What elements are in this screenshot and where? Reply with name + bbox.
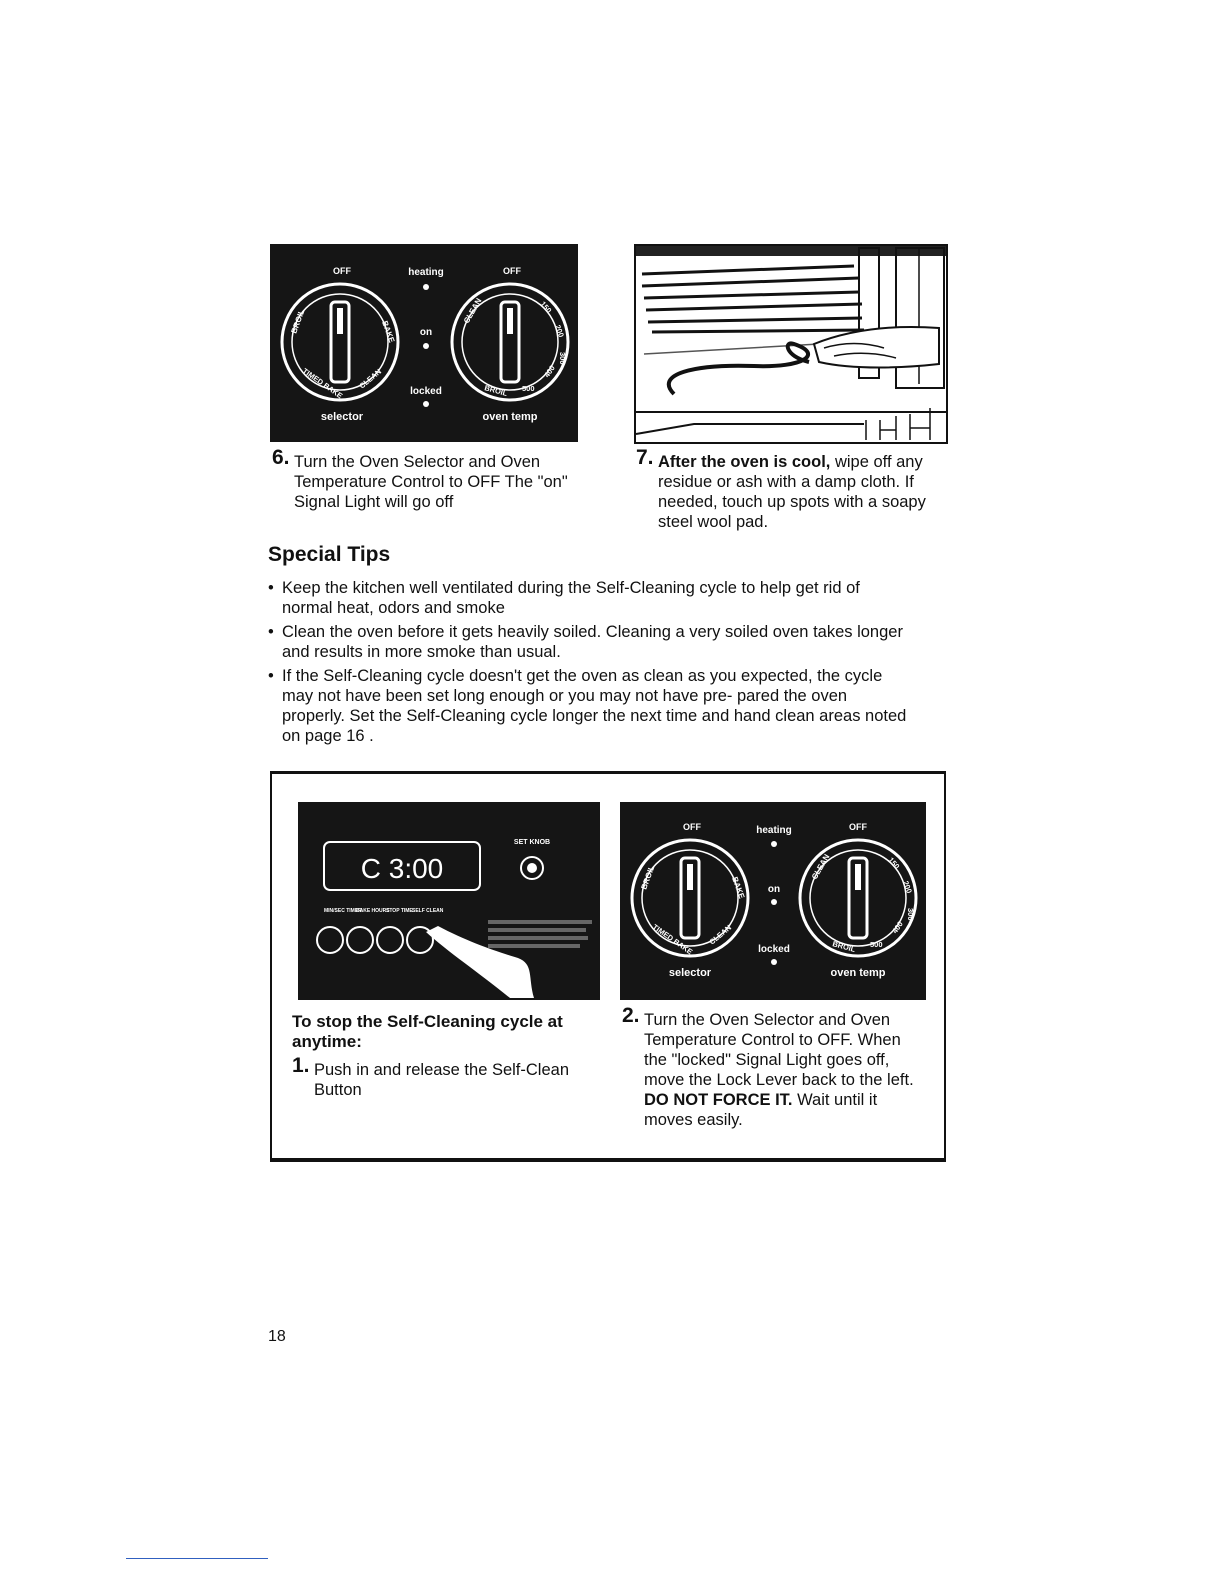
step-6-number: 6. (272, 446, 290, 469)
dial-broil: BROIL (639, 864, 657, 891)
dial-bake: BAKE (380, 319, 397, 344)
oven-wipe-illustration (634, 244, 948, 444)
heating-light (423, 284, 429, 290)
stop-cleaning-title: To stop the Self-Cleaning cycle at anytime: (292, 1012, 563, 1051)
dial-300: 300 (558, 352, 567, 365)
btn-label: STOP TIME (386, 908, 413, 914)
label-off-left: OFF (333, 266, 351, 276)
dial-timed-bake: TIMED BAKE (650, 922, 695, 957)
self-clean-button-figure (298, 802, 600, 1000)
page-number: 18 (268, 1328, 286, 1345)
on-light (771, 899, 777, 905)
step-7-number: 7. (636, 446, 654, 469)
dial-broil-right: BROIL (831, 939, 857, 954)
label-heating: heating (756, 825, 792, 836)
dial-300: 300 (906, 908, 915, 921)
dial-broil-right: BROIL (483, 383, 509, 398)
dial-150: 150 (538, 299, 554, 315)
label-oven-temp: oven temp (830, 967, 886, 979)
dial-150: 150 (886, 855, 902, 871)
set-knob-label: SET KNOB (513, 839, 551, 846)
dial-400: 400 (890, 919, 905, 936)
label-heating: heating (408, 267, 444, 278)
label-off-left: OFF (683, 822, 701, 832)
box-step-2-text-a: Turn the Oven Selector and Oven Temperature Control to OFF. When the "locked" Signal Light goes off, move the Lock Lever back to the left. (644, 1011, 914, 1089)
btn-label: BAKE HOURS (356, 908, 390, 914)
box-step-1 (292, 1054, 608, 1104)
locked-light (423, 401, 429, 407)
btn-label: SELF CLEAN (412, 908, 444, 914)
step-7 (636, 446, 936, 536)
label-selector: selector (668, 967, 712, 979)
heating-light (771, 841, 777, 847)
step-7-bold: After the oven is cool, (658, 453, 831, 471)
dial-400: 400 (542, 363, 557, 380)
special-tips-list (268, 578, 908, 750)
box-step-2-bold: DO NOT FORCE IT. (644, 1091, 793, 1109)
oven-controls-figure-top (270, 244, 578, 442)
tip-item: • Keep the kitchen well ventilated during the Self-Cleaning cycle to help get rid of normal heat, odors and smoke (268, 578, 908, 618)
label-selector: selector (320, 411, 364, 423)
box-step-2 (622, 1004, 928, 1130)
label-off-right: OFF (503, 266, 521, 276)
step-6 (272, 446, 592, 516)
dial-500: 500 (522, 384, 535, 393)
clock-display: C 3:00 (360, 853, 444, 884)
dial-timed-bake: TIMED BAKE (300, 366, 345, 401)
locked-light (771, 959, 777, 965)
label-locked: locked (410, 386, 442, 397)
btn-label: MIN/SEC TIMER (324, 908, 362, 914)
tip-item: • Clean the oven before it gets heavily soiled. Cleaning a very soiled oven takes longer and results in more smoke than usual. (268, 622, 908, 662)
box-step-2-text-b: Wait until it moves easily. (644, 1091, 878, 1129)
box-step-2-number: 2. (622, 1004, 640, 1027)
label-on: on (767, 884, 781, 895)
dial-broil: BROIL (289, 308, 307, 335)
label-oven-temp: oven temp (482, 411, 538, 423)
dial-clean-right: CLEAN (809, 852, 832, 881)
special-tips-heading: Special Tips (268, 543, 391, 566)
dial-clean: CLEAN (707, 923, 734, 947)
label-locked: locked (758, 944, 790, 955)
label-on: on (419, 327, 433, 338)
box-step-1-number: 1. (292, 1054, 310, 1077)
tip-item: • If the Self-Cleaning cycle doesn't get the oven as clean as you expected, the cycle may not have been set long enough or you may not have pre- pared the oven properly. Set the Self-Cleaning cycle longer the next time and hand clean areas noted on page 16 . (268, 666, 908, 746)
dial-clean: CLEAN (357, 367, 384, 391)
on-light (423, 343, 429, 349)
footer-rule (126, 1558, 268, 1559)
oven-controls-figure-bottom (620, 802, 926, 1000)
label-off-right: OFF (849, 822, 867, 832)
dial-clean-right: CLEAN (461, 296, 484, 325)
box-step-1-text: Push in and release the Self-Clean Button (314, 1061, 569, 1099)
dial-bake: BAKE (730, 875, 747, 900)
step-6-text: Turn the Oven Selector and Oven Temperature Control to OFF The "on" Signal Light will go off (294, 453, 568, 511)
dial-500: 500 (870, 940, 883, 949)
dial-200: 200 (901, 879, 914, 895)
dial-200: 200 (553, 323, 566, 339)
step-7-text: wipe off any residue or ash with a damp cloth. If needed, touch up spots with a soapy steel wool pad. (658, 453, 926, 531)
